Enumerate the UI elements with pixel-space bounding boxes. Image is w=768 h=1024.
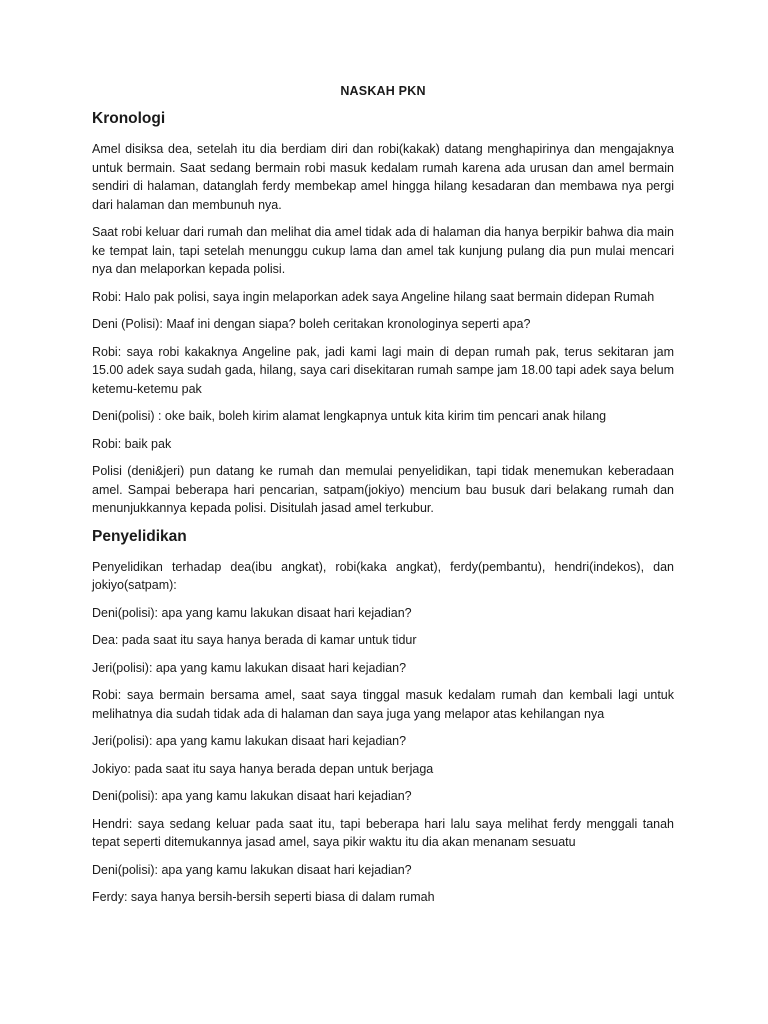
paragraph: Deni(polisi): apa yang kamu lakukan disaat hari kejadian? (92, 605, 412, 620)
section-heading: Penyelidikan (92, 527, 187, 545)
paragraph: Saat robi keluar dari rumah dan melihat dia amel tidak ada di halaman dia hanya berpikir bahwa dia main ke tempat lain, tapi setelah menunggu cukup lama dan amel tak kunjung pulang dia pun mulai mencari nya dan melaporkan kepada polisi. (92, 225, 674, 276)
paragraph: Polisi (deni&jeri) pun datang ke rumah dan memulai penyelidikan, tapi tidak menemukan keberadaan amel. Sampai beberapa hari pencarian, satpam(jokiyo) mencium bau busuk dari belakang rumah dan menunjukkannya kepada polisi. Disitulah jasad amel terkubur. (92, 464, 674, 515)
section-heading: Kronologi (92, 110, 166, 127)
paragraph: Jokiyo: pada saat itu saya hanya berada depan untuk berjaga (92, 761, 434, 776)
paragraph: Robi: saya bermain bersama amel, saat saya tinggal masuk kedalam rumah dan kembali lagi untuk melihatnya dia sudah tidak ada di halaman dan saya juga yang melapor atas kehilangan nya (92, 688, 674, 721)
paragraph: Deni (Polisi): Maaf ini dengan siapa? boleh ceritakan kronologinya seperti apa? (92, 317, 531, 331)
paragraph: Robi: saya robi kakaknya Angeline pak, jadi kami lagi main di depan rumah pak, terus sekitaran jam 15.00 adek saya sudah gada, hilang, saya cari disekitaran rumah sampe jam 18.00 tapi adek saya belum ketemu-ketemu pak (92, 344, 674, 396)
paragraph: Ferdy: saya hanya bersih-bersih seperti biasa di dalam rumah (92, 890, 435, 904)
paragraph: Robi: baik pak (92, 436, 172, 451)
paragraph: Amel disiksa dea, setelah itu dia berdiam diri dan robi(kakak) datang menghapirinya dan mengajaknya untuk bermain. Saat sedang bermain robi masuk kedalam rumah karena ada urusan dan amel bermain sendiri di halaman, datanglah ferdy membekap amel hingga hilang kesadaran dan membawa nya pergi dari halaman dan membunuh nya. (92, 142, 674, 212)
document-title: NASKAH PKN (340, 84, 426, 98)
paragraph: Deni(polisi): apa yang kamu lakukan disaat hari kejadian? (92, 789, 412, 803)
paragraph: Deni(polisi): apa yang kamu lakukan disaat hari kejadian? (92, 862, 412, 877)
paragraph: Penyelidikan terhadap dea(ibu angkat), robi(kaka angkat), ferdy(pembantu), hendri(indekos), dan jokiyo(satpam): (92, 559, 674, 592)
paragraph: Hendri: saya sedang keluar pada saat itu, tapi beberapa hari lalu saya melihat ferdy menggali tanah tepat seperti ditemukannya jasad amel, saya pikir waktu itu dia akan menanam sesuatu (92, 816, 674, 849)
paragraph: Dea: pada saat itu saya hanya berada di kamar untuk tidur (92, 633, 417, 647)
paragraph: Jeri(polisi): apa yang kamu lakukan disaat hari kejadian? (92, 734, 407, 748)
document-body (92, 110, 674, 907)
section-penyelidikan (92, 528, 674, 907)
paragraph: Deni(polisi) : oke baik, boleh kirim alamat lengkapnya untuk kita kirim tim pencari anak hilang (92, 409, 607, 423)
paragraph: Jeri(polisi): apa yang kamu lakukan disaat hari kejadian? (92, 660, 407, 675)
paragraph: Robi: Halo pak polisi, saya ingin melaporkan adek saya Angeline hilang saat bermain didepan Rumah (92, 289, 655, 304)
section-kronologi (92, 110, 674, 518)
